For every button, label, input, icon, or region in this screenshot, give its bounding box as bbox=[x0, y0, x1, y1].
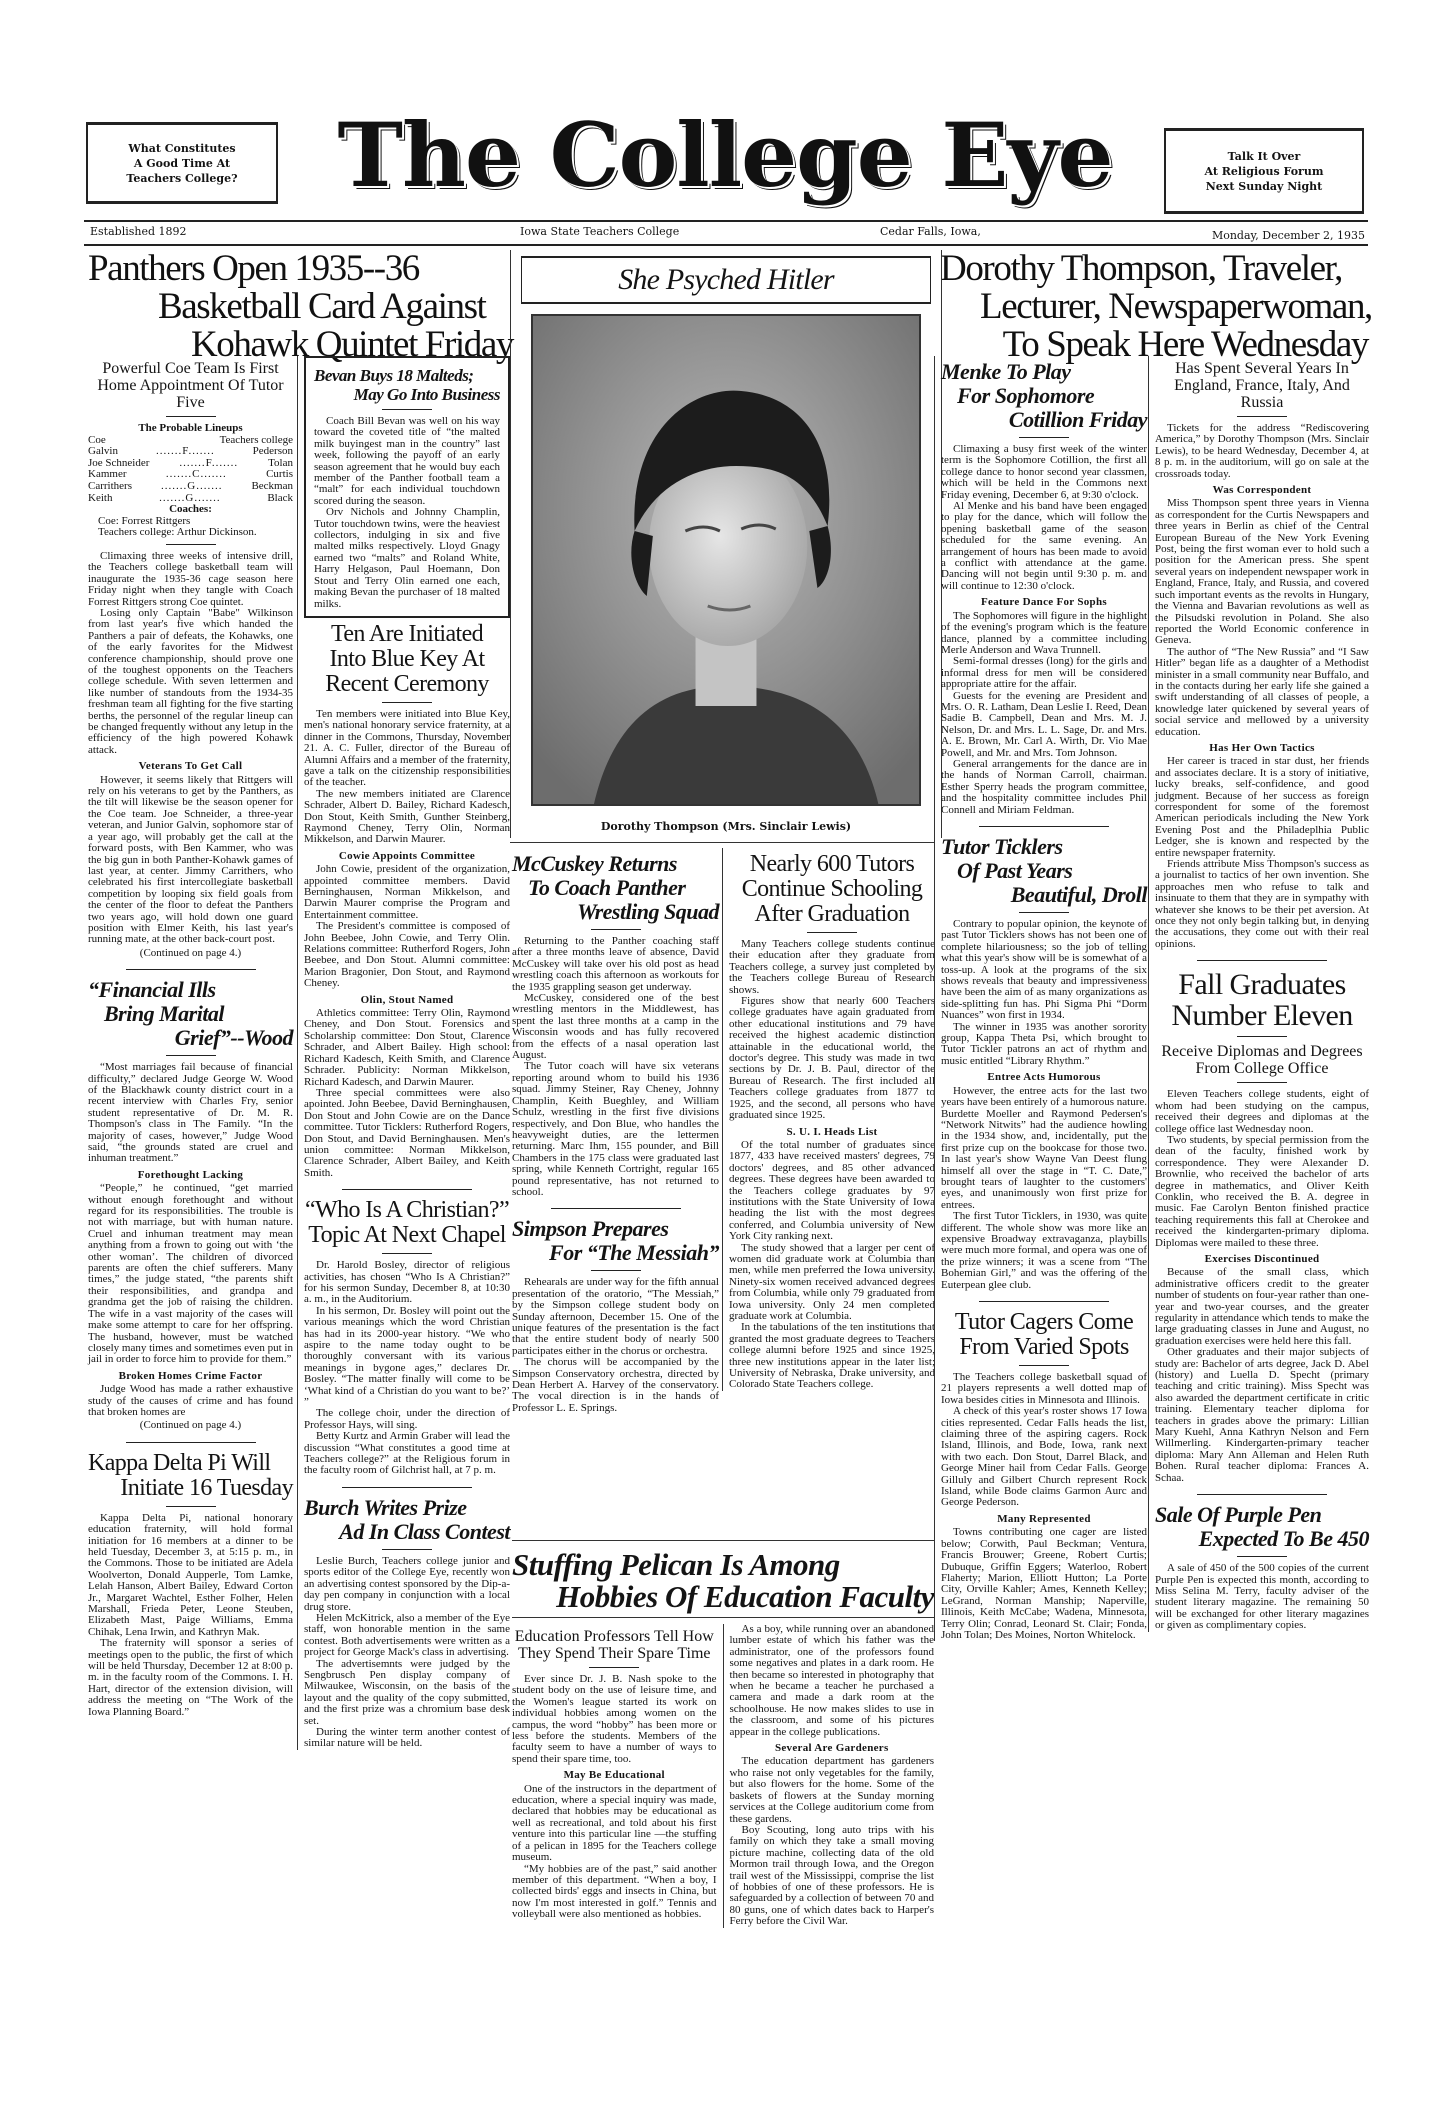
headline-line: Tutor Cagers Come bbox=[954, 1309, 1134, 1335]
lineup-position-label: C bbox=[192, 469, 201, 481]
headline-line: Sale Of Purple Pen bbox=[1155, 1502, 1322, 1528]
headline-line: Initiate 16 Tuesday bbox=[120, 1474, 293, 1501]
headline-divider bbox=[382, 409, 432, 410]
article-paragraph: The Tutor coach will have six veterans reporting around whom to build his 1936 squad. Jimmy Steiner, Ray Cheney, Johnny Champlin, Keith Bueghley, and William Schulz, wrestling in the first five divisions respectively, and Don Blue, who handles the heavyweight duties, are the lettermen returning. Marc Ihm, 155 pounder, and Bill Chambers in the 175 class were graduated last spring, while Kenneth Cortright, regular 165 pound representative, has not returned to school. bbox=[512, 1060, 719, 1198]
article-subhead: Broken Homes Crime Factor bbox=[118, 1369, 263, 1382]
headline-line: After Graduation bbox=[754, 901, 910, 927]
article-body bbox=[304, 1260, 510, 1477]
article-paragraph: Losing only Captain "Babe" Wilkinson from last year's five which handed the Panthers a pair of defeats, the Kohawks, one of the early favorites for the Midwest conference championship, should prove one of the toughest opponents on the Teachers college schedule. With seven lettermen and like number of standouts from the 1934-35 freshman team all fighting for the five starting berths, the personnel of the regular lineup can be changed frequently without any letup in the efficiency of the high powered Kohawk attack. bbox=[88, 606, 293, 756]
headline-line: For Sophomore bbox=[957, 383, 1095, 408]
headline-divider bbox=[166, 1506, 216, 1507]
lineup-teachers-player: Tolan bbox=[268, 456, 293, 469]
article-paragraph: A check of this year's roster shows 17 Iowa cities represented. Cedar Falls heads the list, claiming three of the aspiring cagers. Rock Island, Illinois, and Bode, Iowa, rank next with two each. Don Stout, Darrel Black, and George Miner hail from Cedar Falls. George Gilluly and Gilbert Church represent Rock Island, while Bode claims Garmon Aurc and George Pederson. bbox=[941, 1405, 1147, 1509]
article-paragraph: In the tabulations of the ten institutions that granted the most graduate degrees to Teachers college alumni before 1925 and since 1925, three new institutions appear in the later list; University of Nebraska, Drake university, and Colorado State Teachers college. bbox=[729, 1321, 935, 1391]
article-body bbox=[88, 1513, 293, 1718]
article-paragraph: Boy Scouting, long auto trips with his family on which they take a small moving picture machine, collecting data of the old Mormon trail through Iowa, and the Oregon trail west of the Mississippi, comprise the list of hobbies of one of these professors. He is safeguarded by a collection of between 70 and 80 guns, one of which dates back to Harper's Ferry before the Civil War. bbox=[729, 1823, 934, 1928]
article-body bbox=[730, 1624, 935, 1928]
article-paragraph: Helen McKitrick, also a member of the Eye staff, won honorable mention in the same contest. Both advertisements were written as a project for George Mack's class in advertising. bbox=[304, 1611, 510, 1659]
ear-line: A Good Time At bbox=[133, 156, 231, 170]
article-paragraph: Figures show that nearly 600 Teachers college graduates have again graduated from other educational institutions and 79 have received the highest academic distinction attainable in the educational world, the doctor's degree. This study was made in two sections by Dr. J. B. Paul, director of the Bureau of Research. The first included all Teachers college graduates from 1877 to 1925, and the second, all persons who have graduated since 1925. bbox=[729, 995, 935, 1122]
headline-line: For “The Messiah” bbox=[549, 1240, 719, 1266]
headline-line: Fall Graduates bbox=[1178, 968, 1346, 1002]
article-paragraph: “Most marriages fail because of financial difficulty,” declared Judge George W. Wood of the Blackhawk county district court in a recent interview with Charles Fry, senior student representative of Dr. M. R. Thompson's class in The Family. “In the majority of cases, however,” Judge Wood said, “the grounds stated are cruel and inhuman treatment.” bbox=[88, 1061, 293, 1165]
headline-line: Of Past Years bbox=[957, 858, 1073, 883]
article-paragraph: Rehearals are under way for the fifth annual presentation of the oratorio, “The Messiah,” by the Simpson college student body on Sunday afternoon, December 15. One of the unique features of the presentation is the fact that the entire student body of nearly 500 participates either in the chorus or orchestra. bbox=[512, 1276, 719, 1357]
article-headline bbox=[314, 366, 500, 404]
article-menke-cotillion bbox=[941, 360, 1147, 816]
article-financial-ills bbox=[88, 978, 293, 1432]
article-paragraph: However, the entree acts for the last two years have been entirely of a humorous nature. Burdette Moeller and Raymond Pedersen's “Network Nitwits” had the audience howling in the 1934 show, and, incidentally, put the first prize cup on the bookcase for those two. In last year's show Wayne Van Deest flung himself all over the stage in “T. C. Date,” brought tears of laughter to the customers' eyes, and unanimously won first prize for entrees. bbox=[941, 1084, 1147, 1211]
article-paragraph: Two students, by special permission from the dean of the faculty, finished work by correspondence. They were Alexander D. Brownlie, who received the bachelor of arts degree in mathematics, and Oliver Keith Conklin, who received the B. A. degree in music. Fae Carolyn Benton finished practice teaching requirements this fall at Cherokee and received the kindergarten-primary diploma. Diplomas were mailed to these three. bbox=[1155, 1133, 1369, 1249]
headline-divider bbox=[1019, 1365, 1069, 1366]
article-body bbox=[941, 919, 1147, 1291]
headline-line: Stuffing Pelican Is Among bbox=[512, 1547, 840, 1582]
headline-line: McCuskey Returns bbox=[512, 851, 677, 876]
article-paragraph: The fraternity will sponsor a series of meetings open to the public, the first of which will be held Thursday, December 12 at 8:00 p. m. in the faculty room of the Commons. I. H. Hart, director of the extension division, will address the meeting on “The Work of the Iowa Planning Board.” bbox=[88, 1637, 293, 1718]
article-paragraph: Ten members were initiated into Blue Key, men's national honorary service fraternity, at a dinner in the Commons, Thursday, November 21. A. C. Fuller, director of the Bureau of Alumni Affairs and a member of the fraternity, gave a talk on the citizenship responsibilities of the teacher. bbox=[304, 707, 510, 789]
headline-divider bbox=[1237, 1556, 1287, 1557]
headline-line: Wrestling Squad bbox=[577, 899, 719, 924]
lineup-position: .......F....... bbox=[179, 457, 239, 469]
article-who-is-a-christian bbox=[304, 1198, 510, 1477]
article-paragraph: McCuskey, considered one of the best wrestling mentors in the Middlewest, has spent the last three months at a camp in the Wisconsin woods and has fully recovered from the effects of a nasal operation last August. bbox=[512, 992, 719, 1062]
headline-line: Ten Are Initiated bbox=[330, 620, 484, 647]
coach-line: Teachers college: Arthur Dickinson. bbox=[98, 526, 257, 539]
article-paragraph: A sale of 450 of the 500 copies of the current Purple Pen is expected this month, according to Miss Selina M. Terry, faculty adviser of the student literary magazine. The remaining 50 will be exchanged for other literary magazines or given as complimentary copies. bbox=[1155, 1562, 1369, 1632]
article-subhead: S. U. I. Heads List bbox=[786, 1125, 878, 1138]
article-deck: Education Professors Tell How They Spend Their Spare Time bbox=[514, 1628, 714, 1662]
article-paragraph: Climaxing three weeks of intensive drill, the Teachers college basketball team will inaugurate the 1935-36 cage season here Friday night when they tangle with Coach Forrest Rittgers strong Coe quintet. bbox=[88, 549, 293, 608]
article-subhead: Exercises Discontinued bbox=[1204, 1252, 1320, 1265]
article-tutor-cagers bbox=[941, 1310, 1147, 1641]
article-paragraph: Climaxing a busy first week of the winter term is the Sophomore Cotillion, the first all college dance to honor second year classmen, which will be held in the Commons next Friday evening, December 6, at 9:30 o'clock. bbox=[941, 443, 1147, 501]
article-subhead: Veterans To Get Call bbox=[138, 760, 243, 773]
probable-lineups-table bbox=[88, 423, 293, 539]
article-body bbox=[88, 1062, 293, 1432]
masthead-rule-bottom bbox=[84, 244, 1368, 246]
article-paragraph: Al Menke and his band have been engaged to play for the dance, which will follow the opening basketball game of the season scheduled for the same evening. An arrangement of hours has been made to avoid a conflict with attendance at the game. Dancing will not begin until 9:30 p. m. and will continue to 12:30 o'clock. bbox=[941, 500, 1147, 592]
article-paragraph: “People,” he continued, “get married without enough forethought and without regard for its responsibilities. The trouble is not with marriage, but with human nature. Cruel and inhuman treatment may mean anything from a frown to going out with ‘the other woman’. The children of divorced parents are often the chief sufferers. Many times,” the judge stated, “the parents shift their responsibilities, and grandpa and grandma get the job of raising the children. The wife in a vast majority of the cases will make some attempt to care for her offspring. The husband, however, must be watched closely many times and sometimes even put in jail in order to force him to provide for them.” bbox=[88, 1182, 293, 1366]
article-nearly-600-tutors bbox=[729, 852, 935, 1391]
issue-date: Monday, December 2, 1935 bbox=[1211, 229, 1365, 242]
article-headline bbox=[1155, 969, 1369, 1031]
lineup-coe-player: Keith bbox=[88, 491, 113, 504]
article-body bbox=[512, 936, 719, 1198]
headline-line: Burch Writes Prize bbox=[304, 1494, 467, 1520]
headline-line: Menke To Play bbox=[941, 359, 1071, 384]
article-stuffing-pelican bbox=[512, 1540, 934, 1928]
article-blue-key bbox=[304, 622, 510, 1179]
ear-line: Talk It Over bbox=[1227, 149, 1301, 163]
article-fall-graduates bbox=[1155, 969, 1369, 1484]
thompson-main-headline bbox=[940, 248, 1372, 365]
article-deck: Has Spent Several Years In England, France, Italy, And Russia bbox=[1174, 360, 1350, 411]
ear-line: At Religious Forum bbox=[1204, 164, 1324, 178]
headline-line: Simpson Prepares bbox=[512, 1216, 669, 1242]
headline-line: Beautiful, Droll bbox=[1010, 882, 1147, 907]
headline-line: “Who Is A Christian?” bbox=[304, 1197, 510, 1224]
college-name: Iowa State Teachers College bbox=[520, 225, 680, 238]
photo-caption: Dorothy Thompson (Mrs. Sinclair Lewis) bbox=[600, 820, 852, 833]
headline-line: Kappa Delta Pi Will bbox=[88, 1449, 271, 1476]
article-deck: Receive Diplomas and Degrees From College Office bbox=[1161, 1043, 1363, 1078]
article-body bbox=[941, 444, 1147, 816]
article-purple-pen bbox=[1155, 1503, 1369, 1631]
headline-line: To Speak Here Wednesday bbox=[1002, 324, 1368, 365]
portrait-image bbox=[533, 316, 919, 804]
continued-note: (Continued on page 4.) bbox=[139, 946, 242, 959]
article-panthers bbox=[88, 360, 293, 959]
article-paragraph: Judge Wood has made a rather exhaustive study of the causes of crime and has found that broken homes are bbox=[88, 1383, 293, 1418]
headline-line: Bring Marital bbox=[104, 1001, 225, 1027]
article-headline bbox=[88, 1451, 293, 1501]
article-paragraph: The study showed that a larger per cent of women did graduate work at Columbia than men, while men preferred the Iowa university. Ninety-six women received advanced degrees from Columbia, while only 79 graduated from Iowa university. Only 24 men completed graduate work at Columbia. bbox=[729, 1241, 935, 1322]
headline-line: From Varied Spots bbox=[959, 1334, 1129, 1360]
lineup-position: .......C....... bbox=[165, 469, 227, 481]
headline-line: Basketball Card Against bbox=[158, 286, 486, 327]
headline-line: Hobbies Of Education Faculty bbox=[556, 1579, 934, 1614]
article-body bbox=[512, 1277, 719, 1414]
article-subhead: Forethought Lacking bbox=[137, 1168, 244, 1181]
article-subhead: Has Her Own Tactics bbox=[1209, 741, 1315, 754]
article-headline bbox=[304, 1198, 510, 1248]
lineup-coe-player: Kammer bbox=[88, 468, 127, 481]
article-paragraph: Kappa Delta Pi, national honorary education fraternity, will hold formal initiation for 16 members at a dinner to be held Tuesday, December 3, at 5:15 p. m., in the Commons. Those to be initiated are Adela Woolverton, Donald Aupperle, Tom Lamke, Lelah Hanson, Albert Bailey, Edward Corton Jr., Margaret Wachtel, Esther Folher, Helen Marshall, Frieda Peter, Leone Steuben, Elizabeth Mast, Paige Williams, Emma Chihak, Lena Irwin, and Kathryn Mak. bbox=[88, 1511, 293, 1638]
article-paragraph: Of the total number of graduates since 1877, 433 have received masters' degrees, 79 doctors' degrees, and 85 other advanced degrees. These degrees have been awarded to the Teachers college graduates by 97 institutions with the State University of Iowa heading the list with the most degrees conferred, and Columbia university of New York City ranking next. bbox=[729, 1138, 935, 1243]
headline-divider bbox=[166, 1055, 216, 1056]
article-headline bbox=[941, 360, 1147, 432]
article-headline bbox=[1155, 1503, 1369, 1551]
headline-line: May Go Into Business bbox=[353, 385, 500, 404]
headline-line: Ad In Class Contest bbox=[339, 1518, 510, 1544]
article-headline bbox=[512, 1549, 934, 1613]
headline-line: Into Blue Key At bbox=[329, 645, 485, 672]
article-paragraph: Many Teachers college students continue their education after they graduate from Teachers college, a survey just completed by the Teachers college Bureau of Research shows. bbox=[729, 938, 935, 996]
article-paragraph: General arrangements for the dance are in the hands of Norman Carroll, chairman. Esther Sperry heads the program committee, and the hospitality committee includes Phil Connell and Miriam Feldman. bbox=[941, 757, 1147, 816]
article-subhead: May Be Educational bbox=[563, 1769, 665, 1782]
photo-bottom-rule bbox=[510, 842, 935, 843]
article-paragraph: Tickets for the address “Rediscovering America,” by Dorothy Thompson (Mrs. Sinclair Lewis), to be heard Wednesday, December 4, at 8 p. m. in the auditorium, will go on sale at the crossroads today. bbox=[1155, 422, 1369, 480]
continued-note: (Continued on page 4.) bbox=[139, 1419, 242, 1432]
headline-line: Kohawk Quintet Friday bbox=[190, 324, 513, 365]
headline-divider bbox=[382, 1253, 432, 1254]
article-paragraph: The Sophomores will figure in the highlight of the evening's program which is the feature dance, planned by a committee including Merle Anderson and Wava Trunnell. bbox=[941, 609, 1147, 656]
headline-divider bbox=[1019, 912, 1069, 913]
headline-divider bbox=[1237, 1036, 1287, 1037]
article-headline bbox=[512, 852, 719, 924]
photo-feature bbox=[510, 250, 942, 838]
article-paragraph: Ever since Dr. J. B. Nash spoke to the student body on the use of leisure time, and the Women's league started its work on individual hobbies among women on the campus, the word “hobby” has been more or less before the students. Members of the faculty seem to have a number of ways to spend their spare time, too. bbox=[512, 1673, 717, 1765]
article-paragraph: Semi-formal dresses (long) for the girls and informal dress for men will be considered appropriate attire for the affair. bbox=[941, 655, 1147, 691]
headline-line: To Coach Panther bbox=[528, 875, 686, 900]
article-body bbox=[304, 1556, 510, 1750]
article-subhead: Feature Dance For Sophs bbox=[981, 596, 1107, 609]
headline-line: Topic At Next Chapel bbox=[308, 1222, 506, 1249]
left-ear-box bbox=[86, 122, 278, 204]
headline-divider bbox=[591, 1270, 641, 1271]
article-paragraph: Returning to the Panther coaching staff after a three months leave of absence, David McCuskey will take over his old post as head wrestling coach this afternoon as workouts for the 1935 grappling season get underway. bbox=[512, 935, 719, 993]
coaches-label: Coaches: bbox=[169, 503, 212, 516]
article-paragraph: Friends attribute Miss Thompson's success as a journalist to tactics of her own invention. She approaches men who refuse to talk and insinuate to them that they are in sympathy with whatever she knows to be their pet aversion. At once they not only begin talking but, in denying the accusations, they come out with their real opinions. bbox=[1155, 858, 1369, 950]
article-bevan-malteds bbox=[314, 366, 500, 610]
deck-divider bbox=[1237, 1082, 1287, 1083]
bevan-box bbox=[304, 356, 510, 618]
lineup-position: .......G....... bbox=[159, 492, 221, 504]
article-subhead: Olin, Stout Named bbox=[360, 993, 454, 1006]
article-paragraph: Guests for the evening are President and Mrs. O. R. Latham, Dean Leslie I. Reed, Dean Sadie B. Campbell, Dean and Mrs. M. J. Nelson, Dr. and Mrs. L. L. Sage, Dr. and Mrs. A. E. Brown, Mr. Carl A. Wirth, Dr. Vio Mae Powell, and Mr. and Mrs. Tom Johnson. bbox=[941, 689, 1147, 759]
lineup-position: .......G....... bbox=[160, 480, 223, 492]
lineup-coe-player: Joe Schneider bbox=[88, 456, 150, 469]
headline-line: Tutor Ticklers bbox=[941, 834, 1063, 859]
article-body bbox=[304, 709, 510, 1179]
headline-line: Number Eleven bbox=[1171, 999, 1353, 1033]
panthers-main-headline bbox=[88, 250, 513, 364]
headline-line: Panthers Open 1935--36 bbox=[88, 248, 419, 289]
lineup-position-label: F bbox=[182, 446, 189, 458]
lineup-coe-player: Carrithers bbox=[88, 479, 132, 492]
lineups-title: The Probable Lineups bbox=[138, 422, 243, 434]
column-4 bbox=[722, 848, 935, 1391]
article-paragraph: The college choir, under the direction of Professor Hays, will sing. bbox=[304, 1407, 510, 1431]
lineups-header-teachers: Teachers college bbox=[219, 433, 293, 446]
article-paragraph: Other graduates and their major subjects of study are: Bachelor of arts degree, Jack D. Abel (history) and Luella D. Specht (primary teaching and critic training). Miss Specht was also awarded the department certificate in critic training. Elementary teacher diploma for teachers in grades above the primary: Lillian Mary Kuehl, Anna Kathryn Nelson and Fern Willmerling. Kindergarten-primary teacher diploma: Mary Ann Alleman and Helen Ruth Bohen. Rural teacher diploma: Frances A. Schaa. bbox=[1155, 1346, 1369, 1484]
article-paragraph: Dr. Harold Bosley, director of religious activities, has chosen “Who Is A Christian?” for his sermon Sunday, December 8, at 10:30 a. m., in the Auditorium. bbox=[304, 1259, 510, 1306]
article-body bbox=[1155, 423, 1369, 950]
article-mccuskey bbox=[512, 852, 719, 1198]
ear-line: What Constitutes bbox=[128, 141, 236, 155]
article-subhead: Several Are Gardeners bbox=[774, 1742, 889, 1755]
headline-divider bbox=[382, 702, 432, 703]
article-body bbox=[1155, 1089, 1369, 1484]
article-kappa-delta-pi bbox=[88, 1451, 293, 1718]
lineup-teachers-player: Beckman bbox=[251, 479, 293, 492]
article-paragraph: “My hobbies are of the past,” said another member of this department. “When a boy, I collected birds' eggs and insects in China, but now I'm most interested in golf.” Tennis and volleyball were also mentioned as hobbies. bbox=[512, 1862, 717, 1921]
ear-line: Teachers College? bbox=[126, 171, 238, 185]
headline-line: Dorothy Thompson, Traveler, bbox=[940, 248, 1342, 289]
article-simpson-messiah bbox=[512, 1217, 719, 1414]
article-paragraph: Her career is traced in star dust, her friends and associates declare. It is a story of initiative, lucky breaks, self-confidence, and good judgment. Because of her success as foreign correspondent for some of the foremost American periodicals including the New York Evening Post and the Philadeplhia Public Ledger, she is known and respected by the entire newspaper fraternity. bbox=[1155, 755, 1369, 859]
article-paragraph: The President's committee is composed of John Beebee, John Cowie, and Terry Olin. Relations committee: Rutherford Rogers, John Beebee, and Don Stout. Alumni committee: Marion Bragonier, Don Stout, and Raymond Cheney. bbox=[304, 920, 510, 990]
photo-title: She Psyched Hitler bbox=[521, 256, 931, 304]
article-headline bbox=[88, 978, 293, 1050]
article-headline bbox=[304, 622, 510, 697]
article-subhead: Cowie Appoints Committee bbox=[338, 849, 476, 862]
article-paragraph: Three special committees were also apointed. John Beebee, David Berninghausen, Don Stout and John Cowie are on the Dance committee. Tutor Ticklers: Rutherford Rogers, Don Stout, and David Berninghausen. Men's union committee: Norman Mikkelson, Clarence Schrader, Albert Bailey, and Keith Smith. bbox=[304, 1086, 510, 1179]
article-paragraph: During the winter term another contest of similar nature will be held. bbox=[304, 1725, 510, 1750]
ear-line: Next Sunday Night bbox=[1205, 179, 1323, 193]
article-paragraph: In his sermon, Dr. Bosley will point out the various meanings which the word Christian has had in its 2000-year history. “We who aspire to the name today ought to be thoroughly conversant with its various meanings in bygone ages,” declares Dr. Bosley. “The matter finally will come to be ‘What kind of a Christian do you want to be?’ ” bbox=[304, 1304, 510, 1409]
deck-divider bbox=[166, 416, 216, 417]
article-headline bbox=[941, 1310, 1147, 1360]
column-3 bbox=[512, 848, 719, 1414]
coach-line: Coe: Forrest Rittgers bbox=[98, 514, 191, 527]
article-paragraph: Towns contributing one cager are listed below; Corwith, Paul Beckman; Ventura, Francis Brouwer; Greene, Robert Curtis; Dubuque, Griffin Eggers; Waterloo, Robert Flaherty; Marion, Elliott Hutton; La Porte City, Orville Kahler; Ames, Kenneth Kelley; LeGrand, Norman Manship; Naperville, Illinois, Keith McCabe; Wadena, Minnesota, Terry Olin; Conrad, Leonard St. Clair; Fonda, John Tolan; Des Moines, Norton Whitelock. bbox=[941, 1526, 1147, 1641]
article-tutor-ticklers bbox=[941, 835, 1147, 1291]
article-paragraph: However, it seems likely that Rittgers will rely on his veterans to get by the Panthers, as the tilt will likewise be the season opener for the Coe team. Joe Schneider, a three-year veteran, and Junior Galvin, sophomore star of a year ago, will probably get the call at the forward posts, with Ben Kammer, who was the big gun in both Panther-Kohawk games of last year, at center. Jimmy Carrithers, who celebrated his first intercollegiate basketball competition by looping six field goals from the center of the floor to defeat the Panthers two years ago, will hold down one guard position with Elmer Keith, his last year's running mate, at the other back-court post. bbox=[88, 773, 293, 946]
article-paragraph: Miss Thompson spent three years in Vienna as correspondent for the Curtis Newspapers and three years in Berlin as chief of the Central European Bureau of the New York Evening Post, being the first woman ever to hold such a position for the American press. She spent several years on independent newspaper work in England, France, Italy, and Russia, and covered such important events as the revolts in Hungary, the Vienna and Bavarian revolutions as well as the Pilsudski revolution in Poland. She also reported the World Economic conference in Geneva. bbox=[1155, 497, 1369, 647]
article-subhead: Many Represented bbox=[997, 1512, 1091, 1525]
lineup-teachers-player: Black bbox=[267, 491, 293, 504]
column-1 bbox=[88, 356, 293, 1718]
headline-divider bbox=[1019, 437, 1069, 438]
headline-divider bbox=[807, 932, 857, 933]
article-body bbox=[314, 416, 500, 610]
lineups-header-coe: Coe bbox=[88, 433, 106, 446]
article-body bbox=[729, 939, 935, 1391]
masthead-rule-top bbox=[84, 220, 1368, 222]
article-paragraph: Athletics committee: Terry Olin, Raymond Cheney, and Don Stout. Forensics and Scholarship committee: Don Stout, Clarence Schrader, and Albert Bailey. High school: Richard Kadesch, Keith Smith, and Clarence Schrader. Publicity: Norman Mikkelson, Richard Kadesch, and Darwin Maurer. bbox=[304, 1007, 510, 1088]
article-paragraph: The chorus will be accompanied by the Simpson Conservatory orchestra, directed by Dean Herbert A. Harvey of the conservatory. The vocal direction is in the hands of Professor L. E. Springs. bbox=[512, 1356, 719, 1414]
article-burch-prize bbox=[304, 1496, 510, 1750]
article-body bbox=[1155, 1563, 1369, 1631]
article-paragraph: Betty Kurtz and Armin Graber will lead the discussion “What constitutes a good time at Teachers college?” at the Religious forum in the faculty room of Gilchrist hall, at 7 p. m. bbox=[304, 1430, 510, 1477]
article-paragraph: Eleven Teachers college students, eight of whom had been studying on the campus, received their degrees and diplomas at the college office last Wednesday noon. bbox=[1155, 1088, 1369, 1135]
photo-dorothy-thompson bbox=[531, 314, 921, 806]
column-2 bbox=[297, 356, 510, 1750]
headline-divider bbox=[382, 1549, 432, 1550]
article-headline bbox=[729, 852, 935, 927]
article-dorothy-thompson bbox=[1155, 360, 1369, 950]
article-deck: Powerful Coe Team Is First Home Appointment Of Tutor Five bbox=[97, 360, 284, 411]
lineup-teachers-player: Pederson bbox=[252, 445, 293, 458]
article-paragraph: The education department has gardeners who raise not only vegetables for the family, but also flowers for the home. Some of the baskets of flowers at the Sunday morning services at the College auditorium come from these gardens. bbox=[729, 1755, 934, 1825]
article-paragraph: As a boy, while running over an abandoned lumber estate of which his father was the administrator, one of the professors found some negatives and plates in a dark room. He then became so interested in photography that when he became a teacher he purchased a camera and made a dark room at the schoolhouse. He now makes slides to use in the classroom, and some of his pictures appear in the college publications. bbox=[729, 1623, 934, 1738]
article-paragraph: One of the instructors in the department of education, where a special inquiry was made, declared that hobbies may be educational as well as recreational, and told about his first venture into this particular line —the stuffing of a pelican in 1895 for the Teachers college museum. bbox=[512, 1782, 717, 1864]
article-paragraph: The advertisemnts were judged by the Sengbrusch Pen display company of Milwaukee, Wisconsin, on the basis of the layout and the quality of the copy submitted, and the first prize was a chromium base desk set. bbox=[304, 1657, 510, 1727]
article-paragraph: Contrary to popular opinion, the keynote of past Tutor Ticklers shows has not been one of complete hilariousness; so the job of telling what this year's show will be is somewhat of a toss-up. A look at the programs of the six shows reveals that beauty and impressiveness have been the aim of as many organizations as side-splitting fun has. Phi Sigma Phi “Dorm Nuances” won first in 1934. bbox=[941, 918, 1147, 1022]
column-6 bbox=[1148, 356, 1369, 1632]
article-headline bbox=[304, 1496, 510, 1544]
city-line: Cedar Falls, Iowa, bbox=[880, 225, 981, 238]
headline-line: Cotillion Friday bbox=[1008, 407, 1147, 432]
article-paragraph: Leslie Burch, Teachers college junior and sports editor of the College Eye, recently won an advertising contest sponsored by the Dip-a-day pen company in conjunction with a local drug store. bbox=[304, 1554, 510, 1613]
headline-line: Grief”--Wood bbox=[174, 1025, 293, 1051]
lineup-coe-player: Galvin bbox=[88, 445, 118, 458]
article-headline bbox=[941, 835, 1147, 907]
article-body bbox=[941, 1372, 1147, 1641]
article-headline bbox=[512, 1217, 719, 1265]
lineup-position-label: G bbox=[185, 492, 195, 504]
article-paragraph: The first Tutor Ticklers, in 1930, was quite different. The whole show was more like an expensive Broadway extravaganza, playbills were much more formal, and opera was one of the prize winners; it was a scene from “The Bohemian Girl,” and was the offering of the Euterpean glee club. bbox=[941, 1210, 1147, 1291]
article-paragraph: The winner in 1935 was another sorority group, Kappa Theta Psi, which brought to Tutor Tickler patrons an act of rhythm and music entitled “Library Rhythm.” bbox=[941, 1020, 1147, 1067]
headline-line: “Financial Ills bbox=[88, 977, 216, 1003]
headline-line: Bevan Buys 18 Malteds; bbox=[314, 366, 474, 385]
article-body bbox=[88, 551, 293, 959]
lineup-row bbox=[88, 481, 293, 493]
headline-line: Continue Schooling bbox=[741, 876, 923, 902]
article-paragraph: Orv Nichols and Johnny Champlin, Tutor touchdown twins, were the heaviest collectors, indulging in six and five malted milks respectively. Lloyd Gnagy earned two “malts” and Roland White, Harry Helgason, Paul Hoemann, Don Stout and Terry Olin earned one each, making Bevan the purchaser of 18 malted milks. bbox=[314, 506, 500, 610]
headline-divider bbox=[591, 929, 641, 930]
article-subhead: Was Correspondent bbox=[1212, 484, 1312, 497]
headline-line: Expected To Be 450 bbox=[1198, 1526, 1369, 1552]
article-body bbox=[512, 1674, 717, 1921]
headline-line: Recent Ceremony bbox=[325, 670, 489, 697]
lineup-position: .......F....... bbox=[155, 446, 215, 458]
lineup-divider bbox=[166, 544, 216, 545]
article-paragraph: The new members initiated are Clarence Schrader, Albert D. Bailey, Richard Kadesch, Don Stout, Keith Smith, Gunther Steinberg, Raymond Cheney, Terry Olin, Norman Mikkelson, and Darwin Maurer. bbox=[304, 787, 510, 846]
lineup-position-label: G bbox=[187, 480, 197, 492]
article-paragraph: The Teachers college basketball squad of 21 players represents a well dotted map of Iowa besides cities in Minnesota and Illinois. bbox=[941, 1371, 1147, 1406]
headline-line: Nearly 600 Tutors bbox=[749, 851, 915, 877]
newspaper-nameplate: The College Eye bbox=[337, 103, 1113, 207]
column-5 bbox=[934, 356, 1147, 1641]
article-paragraph: Coach Bill Bevan was well on his way toward the coveted title of “the malted milk buyingest man in the country” last week, following the payoff of an early season agreement that he would buy each member of the Panther football team a “malt” for each individual touchdown scored during the season. bbox=[314, 415, 500, 507]
lineup-teachers-player: Curtis bbox=[266, 468, 293, 481]
lineup-position-label: F bbox=[205, 457, 212, 469]
right-ear-box bbox=[1164, 128, 1364, 214]
deck-divider bbox=[1237, 416, 1287, 417]
article-paragraph: John Cowie, president of the organization, appointed committee members. David Berninghausen, Norman Mikkelson, and Darwin Maurer comprise the Program and Entertainment committee. bbox=[304, 863, 510, 921]
article-paragraph: The author of “The New Russia” and “I Saw Hitler” began life as a daughter of a Methodist minister in a small community near Buffalo, and in the contacts during her early life she gained a swift understanding of all classes of people, a knowledge later quickened by several years of social service and mellowed by a university education. bbox=[1155, 645, 1369, 738]
established-line: Established 1892 bbox=[90, 225, 187, 238]
article-subhead: Entree Acts Humorous bbox=[987, 1071, 1101, 1084]
article-paragraph: Because of the small class, which administrative officers credit to the greater number of students on four-year rather than one-year and two-year courses, and the greater regularity in attendance which tends to make the large graduating classes in June and August, no graduation exercises were held here this fall. bbox=[1155, 1266, 1369, 1347]
headline-line: Lecturer, Newspaperwoman, bbox=[980, 286, 1372, 327]
